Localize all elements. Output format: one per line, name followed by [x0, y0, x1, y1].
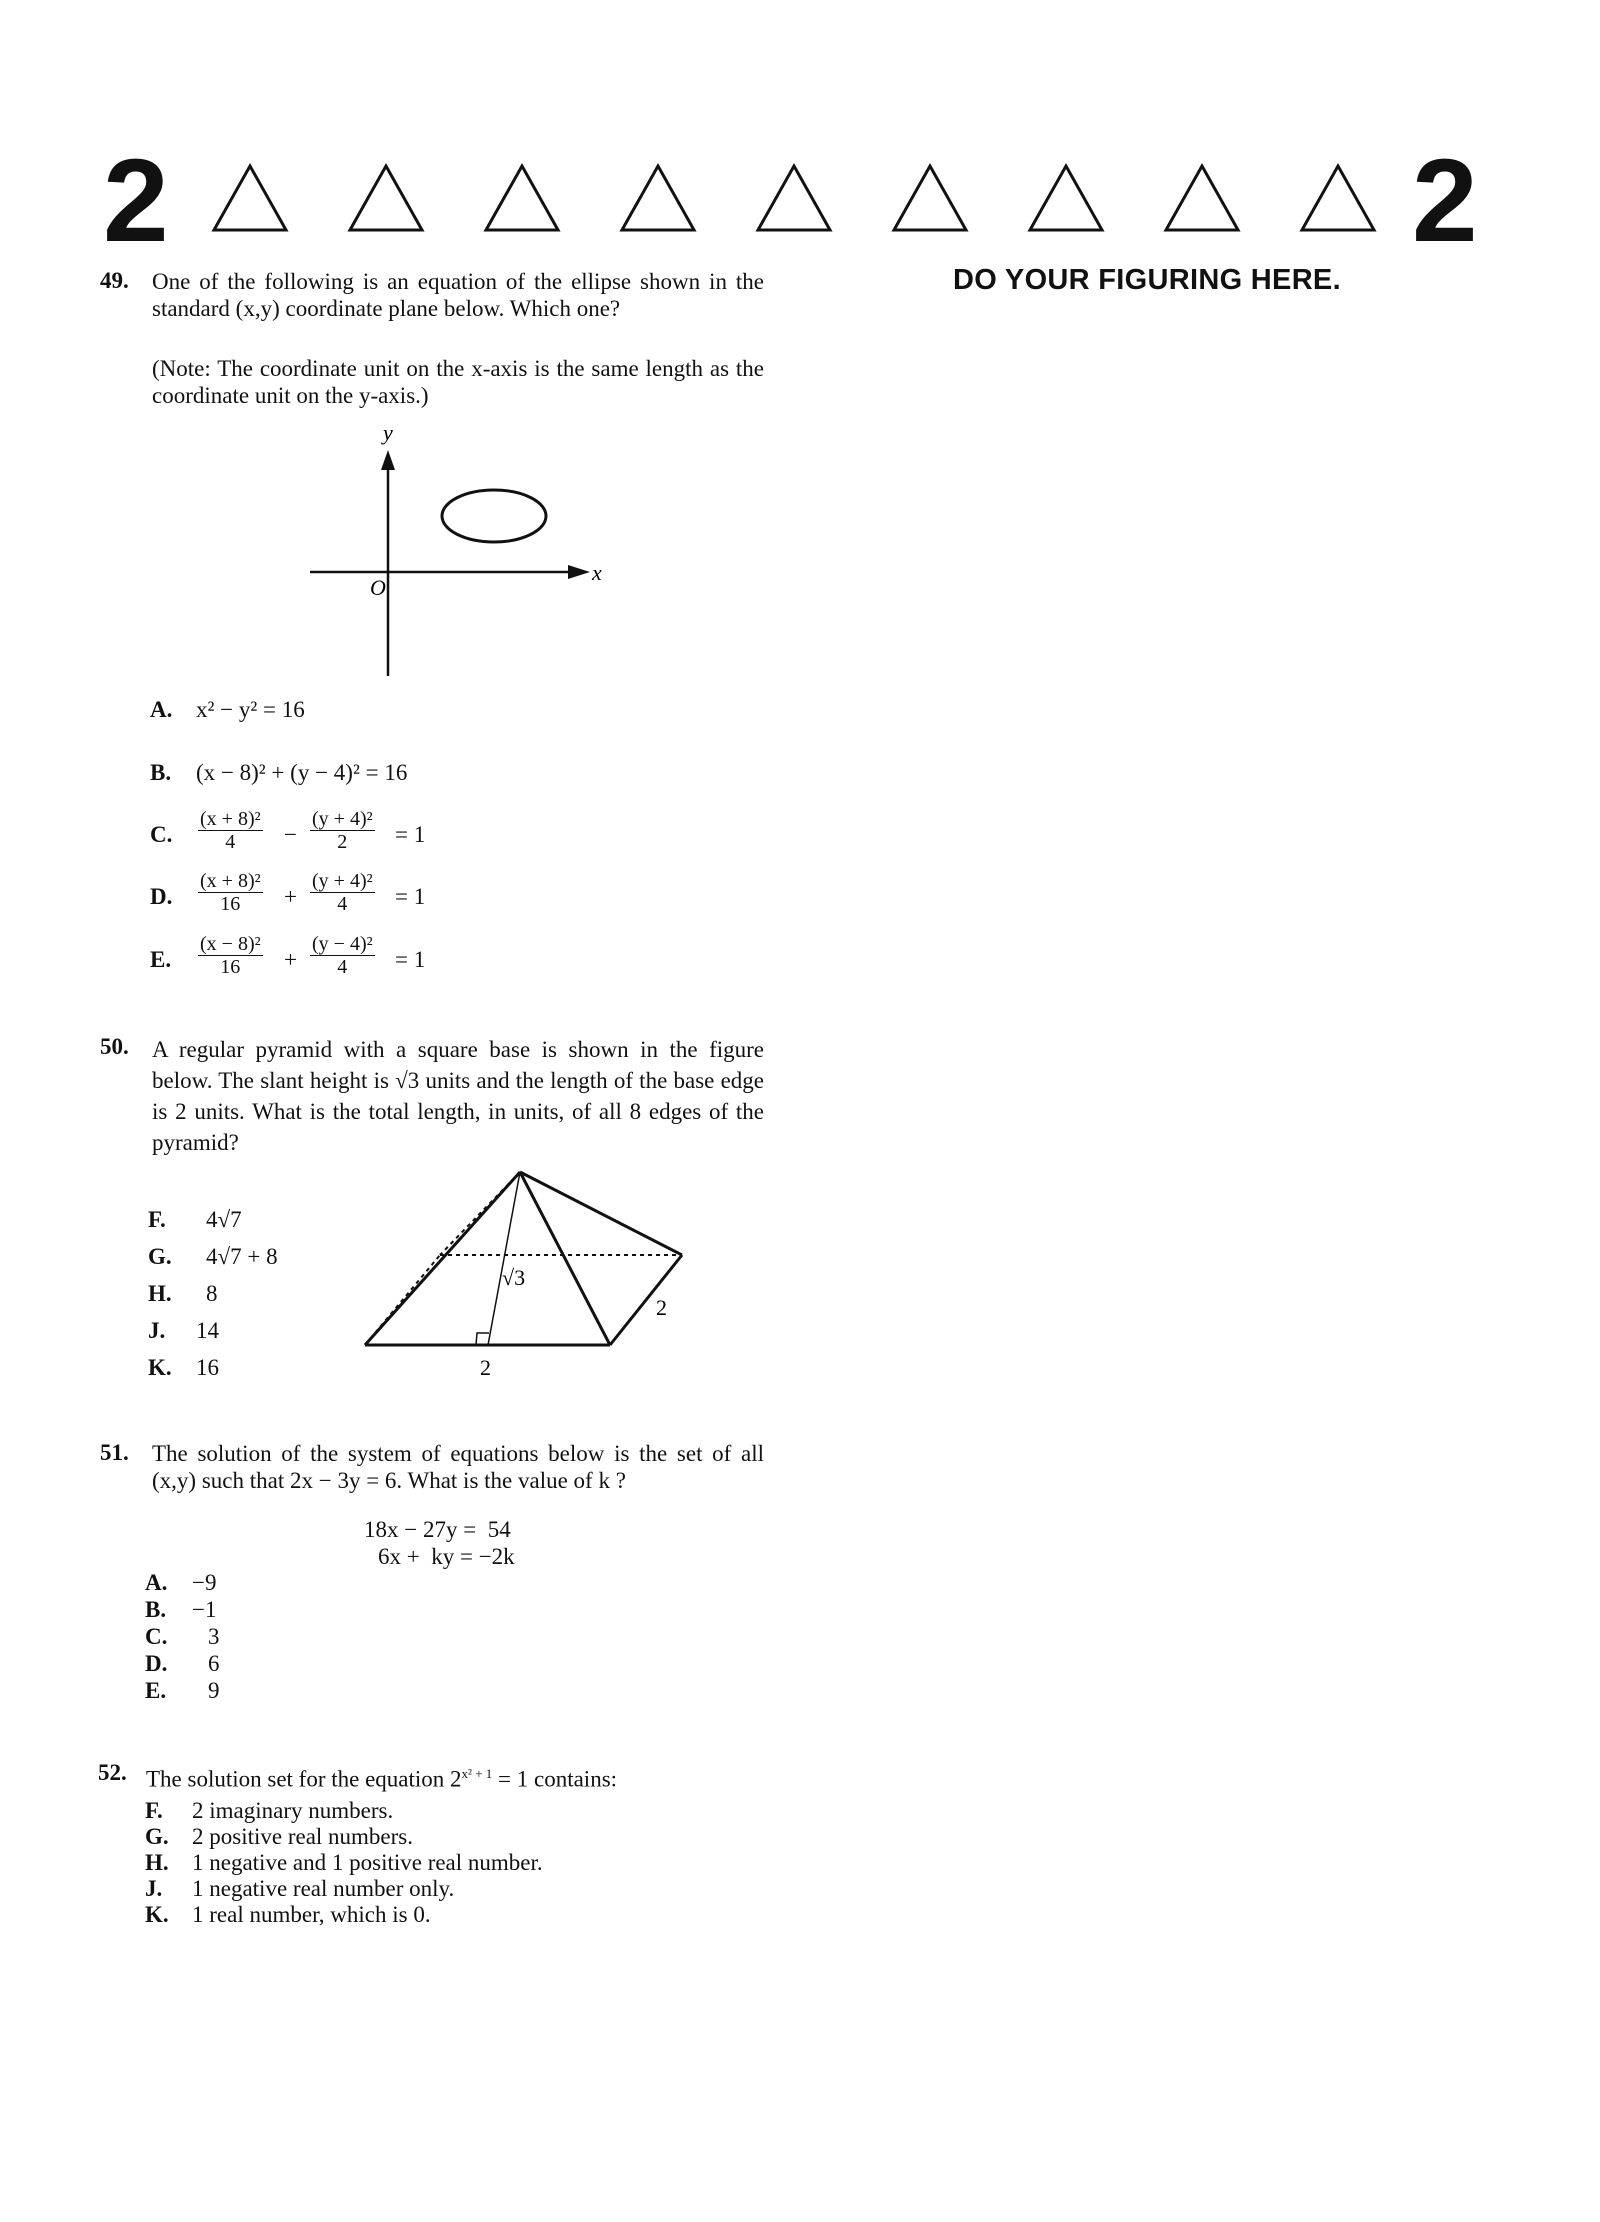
q49-option-a[interactable]: x² − y² = 16: [196, 697, 305, 722]
q49-option-e-op: +: [284, 947, 297, 972]
q52-text-before: The solution set for the equation 2: [146, 1766, 462, 1792]
q52-option-h[interactable]: 1 negative and 1 positive real number.: [192, 1850, 543, 1875]
section-number-right: 2: [1412, 135, 1478, 267]
q51-option-a-label: A.: [145, 1570, 168, 1595]
q50-option-j[interactable]: 14: [196, 1318, 219, 1343]
q49-option-a-label: A.: [150, 697, 173, 722]
y-axis-arrow: [381, 450, 395, 470]
q52-option-f[interactable]: 2 imaginary numbers.: [192, 1798, 394, 1823]
header-triangle: [1026, 162, 1106, 234]
right-angle-mark: [476, 1333, 489, 1345]
header-triangle: [1298, 162, 1378, 234]
q49-option-c-label: C.: [150, 822, 173, 847]
q52-option-g-label: G.: [145, 1824, 169, 1849]
q50-option-g-label: G.: [148, 1244, 172, 1269]
q51-option-b[interactable]: −1: [192, 1597, 217, 1622]
q49-option-c-rhs: = 1: [395, 822, 426, 847]
base-right-edge: [610, 1255, 682, 1345]
lateral-edge-right-back: [520, 1172, 682, 1255]
q49-ellipse-graph: [300, 420, 620, 680]
q52-option-g[interactable]: 2 positive real numbers.: [192, 1824, 414, 1849]
q50-option-h-label: H.: [148, 1281, 172, 1306]
header-triangle: [890, 162, 970, 234]
origin-label: O: [370, 575, 386, 600]
section-number-left: 2: [103, 135, 169, 267]
q51-option-d-label: D.: [145, 1651, 168, 1676]
q51-option-c-label: C.: [145, 1624, 168, 1649]
q49-option-c-op: −: [284, 822, 297, 847]
slant-height-line: [488, 1172, 520, 1345]
side-edge-label: 2: [656, 1295, 667, 1320]
q50-option-f[interactable]: 4√7: [206, 1207, 242, 1232]
header-triangle: [210, 162, 290, 234]
q49-option-e-label: E.: [150, 947, 172, 972]
q51-text: The solution of the system of equations below is the set of all (x,y) such that 2x − 3y = 6. What is the value of k ?: [152, 1441, 764, 1493]
q52-option-j[interactable]: 1 negative real number only.: [192, 1876, 455, 1901]
q51-equation-1: 18x − 27y = 54: [364, 1517, 511, 1542]
q49-text: One of the following is an equation of the ellipse shown in the standard (x,y) coordinate plane below. Which one?: [152, 269, 764, 321]
lateral-edge-hidden: [440, 1172, 520, 1255]
q49-option-b[interactable]: (x − 8)² + (y − 4)² = 16: [196, 760, 408, 785]
lateral-edge-left: [365, 1172, 520, 1345]
q49-option-c-frac1[interactable]: $\frac{\text{(x + 8)²}}{4}$: [200, 808, 261, 853]
q50-option-f-label: F.: [148, 1207, 166, 1232]
q52-option-k[interactable]: 1 real number, which is 0.: [192, 1902, 431, 1927]
header-triangle: [1162, 162, 1242, 234]
slant-label: √3: [502, 1265, 526, 1290]
q50-option-h[interactable]: 8: [206, 1281, 218, 1306]
x-axis-label: x: [592, 560, 602, 585]
q52-option-j-label: J.: [145, 1876, 163, 1901]
q52-option-h-label: H.: [145, 1850, 169, 1875]
q49-option-e-frac2[interactable]: $\frac{\text{(y − 4)²}}{4}$: [312, 933, 373, 978]
base-edge-label: 2: [480, 1355, 491, 1380]
ellipse-shape: [442, 490, 546, 542]
q50-option-k-label: K.: [148, 1355, 172, 1380]
x-axis-arrow: [568, 565, 590, 579]
y-axis-label: y: [383, 420, 393, 445]
figuring-note: DO YOUR FIGURING HERE.: [953, 264, 1341, 296]
q51-option-a[interactable]: −9: [192, 1570, 217, 1595]
header-triangle: [618, 162, 698, 234]
q51-option-b-label: B.: [145, 1597, 167, 1622]
q49-option-e-rhs: = 1: [395, 947, 426, 972]
q51-equation-2: 6x + ky = −2k: [378, 1544, 515, 1569]
q52-option-f-label: F.: [145, 1798, 163, 1823]
q49-option-d-op: +: [284, 884, 297, 909]
lateral-edge-right-front: [520, 1172, 610, 1345]
q52-number: 52.: [98, 1760, 127, 1785]
q50-number: 50.: [100, 1034, 129, 1059]
q51-option-e-label: E.: [145, 1678, 167, 1703]
q49-option-d-frac1[interactable]: $\frac{\text{(x + 8)²}}{16}$: [200, 870, 261, 915]
header-triangle: [482, 162, 562, 234]
q51-option-e[interactable]: 9: [208, 1678, 220, 1703]
q49-option-c-frac2[interactable]: $\frac{\text{(y + 4)²}}{2}$: [312, 808, 373, 853]
q51-number: 51.: [100, 1440, 129, 1465]
q50-option-g[interactable]: 4√7 + 8: [206, 1244, 278, 1269]
q52-text: [146, 1760, 786, 1793]
q51-option-d[interactable]: 6: [208, 1651, 220, 1676]
q52-text-after: = 1 contains:: [492, 1766, 618, 1792]
q49-number: 49.: [100, 268, 129, 293]
q49-option-d-frac2[interactable]: $\frac{\text{(y + 4)²}}{4}$: [312, 870, 373, 915]
q50-text: A regular pyramid with a square base is shown in the figure below. The slant height is √3 units and the length of the base edge is 2 units. What is the total length, in units, of all 8 edges of the pyramid?: [152, 1037, 764, 1155]
q50-option-k[interactable]: 16: [196, 1355, 219, 1380]
header-triangle: [754, 162, 834, 234]
q50-option-j-label: J.: [148, 1318, 166, 1343]
q49-option-e-frac1[interactable]: $\frac{\text{(x − 8)²}}{16}$: [200, 933, 261, 978]
q52-option-k-label: K.: [145, 1902, 169, 1927]
q51-option-c[interactable]: 3: [208, 1624, 220, 1649]
q49-option-d-label: D.: [150, 884, 173, 909]
q49-option-b-label: B.: [150, 760, 172, 785]
q50-pyramid-figure: [360, 1165, 690, 1390]
q49-option-d-rhs: = 1: [395, 884, 426, 909]
q52-exponent: x² + 1: [461, 1766, 493, 1781]
header-triangle: [346, 162, 426, 234]
q49-note: (Note: The coordinate unit on the x-axis is the same length as the coordinate unit on the y-axis.): [152, 356, 764, 408]
